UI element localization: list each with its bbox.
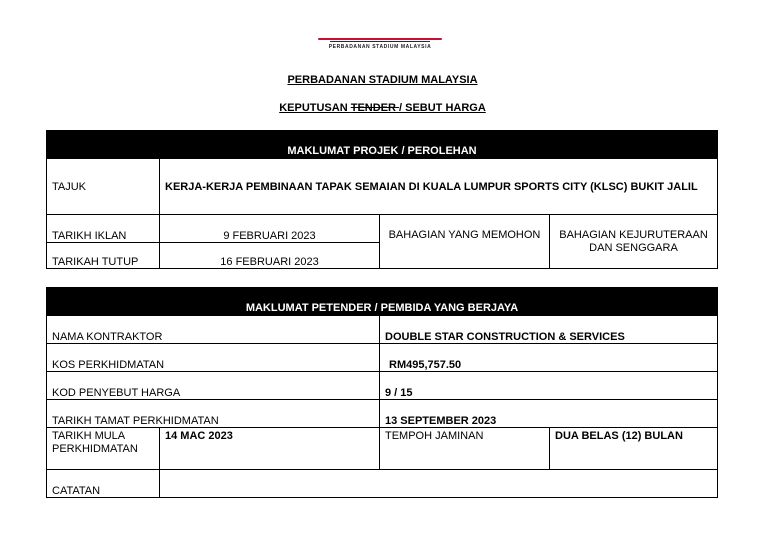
decision-struck-word: TENDER xyxy=(350,102,399,114)
cost-label: KOS PERKHIDMATAN xyxy=(47,344,380,372)
award-info-table xyxy=(46,287,718,498)
notes-label: CATATAN xyxy=(47,470,160,498)
award-section-header: MAKLUMAT PETENDER / PEMBIDA YANG BERJAYA xyxy=(47,288,718,316)
notes-value xyxy=(160,470,718,498)
start-date-value: 14 MAC 2023 xyxy=(160,428,380,470)
end-date-label: TARIKH TAMAT PERKHIDMATAN xyxy=(47,400,380,428)
title-label: TAJUK xyxy=(47,159,160,215)
cost-value: RM495,757.50 xyxy=(380,344,718,372)
department-label: BAHAGIAN YANG MEMOHON xyxy=(380,215,550,269)
decision-title xyxy=(0,102,765,114)
contractor-value: DOUBLE STAR CONSTRUCTION & SERVICES xyxy=(380,316,718,344)
decision-suffix: / SEBUT HARGA xyxy=(399,102,486,114)
decision-prefix: KEPUTUSAN xyxy=(279,102,351,114)
warranty-label: TEMPOH JAMINAN xyxy=(380,428,550,470)
department-value: BAHAGIAN KEJURUTERAAN DAN SENGGARA xyxy=(550,215,718,269)
close-date-label: TARIKAH TUTUP xyxy=(47,243,160,269)
close-date-value: 16 FEBRUARI 2023 xyxy=(160,243,380,269)
project-info-table xyxy=(46,130,718,269)
start-date-label: TARIKH MULA PERKHIDMATAN xyxy=(47,428,160,470)
organization-logo xyxy=(310,36,450,54)
project-section-header: MAKLUMAT PROJEK / PEROLEHAN xyxy=(47,131,718,159)
contractor-label: NAMA KONTRAKTOR xyxy=(47,316,380,344)
warranty-value: DUA BELAS (12) BULAN xyxy=(550,428,718,470)
title-value: KERJA-KERJA PEMBINAAN TAPAK SEMAIAN DI KUALA LUMPUR SPORTS CITY (KLSC) BUKIT JALIL xyxy=(160,159,718,215)
ad-date-value: 9 FEBRUARI 2023 xyxy=(160,215,380,243)
quote-code-label: KOD PENYEBUT HARGA xyxy=(47,372,380,400)
end-date-value: 13 SEPTEMBER 2023 xyxy=(380,400,718,428)
ad-date-label: TARIKH IKLAN xyxy=(47,215,160,243)
logo-text: PERBADANAN STADIUM MALAYSIA xyxy=(328,44,432,50)
organization-title: PERBADANAN STADIUM MALAYSIA xyxy=(287,74,478,86)
quote-code-value: 9 / 15 xyxy=(380,372,718,400)
